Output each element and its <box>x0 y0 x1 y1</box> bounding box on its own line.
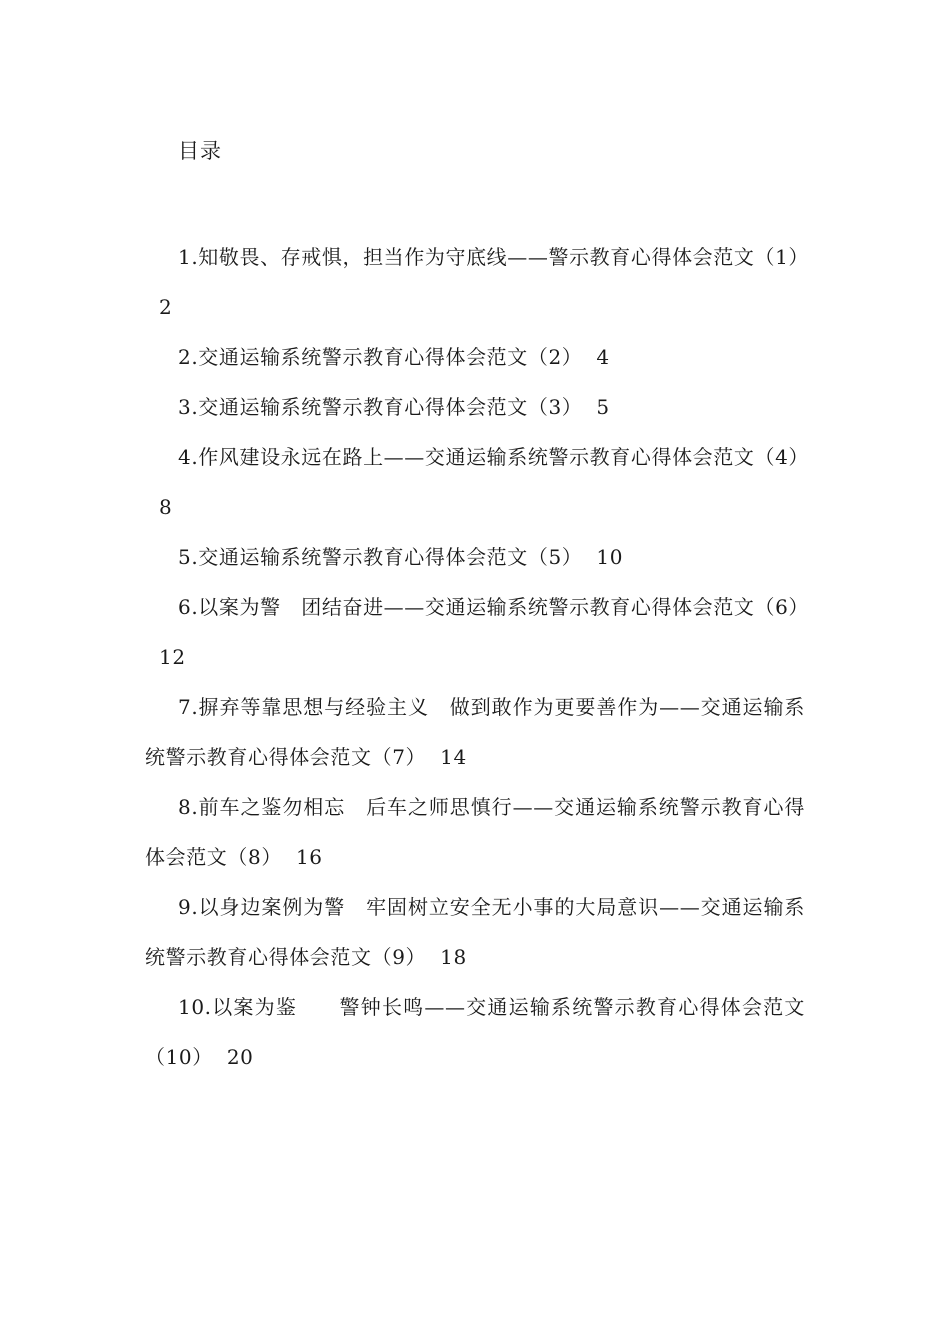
toc-entry-text: 8.前车之鉴勿相忘 后车之师思慎行——交通运输系统警示教育心得体会范文（8） <box>145 795 805 869</box>
toc-entry[interactable] <box>145 332 805 382</box>
toc-list <box>145 232 810 1082</box>
toc-entry[interactable] <box>145 432 810 532</box>
toc-page-number: 20 <box>226 1045 254 1069</box>
toc-page-number: 14 <box>440 745 467 769</box>
toc-entry[interactable] <box>145 582 810 682</box>
toc-entry[interactable] <box>145 232 810 332</box>
toc-entry[interactable] <box>145 882 805 982</box>
toc-page-number: 16 <box>295 845 323 869</box>
toc-page-number: 10 <box>596 545 624 569</box>
toc-entry[interactable] <box>145 682 805 782</box>
toc-entry-text: 10.以案为鉴 警钟长鸣——交通运输系统警示教育心得体会范文（10） <box>145 995 805 1069</box>
toc-page-number: 12 <box>159 645 186 669</box>
toc-entry[interactable] <box>145 782 805 882</box>
toc-page-number: 4 <box>596 345 610 369</box>
toc-entry-text: 7.摒弃等靠思想与经验主义 做到敢作为更要善作为——交通运输系统警示教育心得体会范文（7） <box>145 695 805 769</box>
toc-page-number: 18 <box>440 945 467 969</box>
toc-entry[interactable] <box>145 532 805 582</box>
toc-title: 目录 <box>178 139 222 163</box>
toc-page-number: 2 <box>159 295 173 319</box>
toc-entry-text: 9.以身边案例为警 牢固树立安全无小事的大局意识——交通运输系统警示教育心得体会范文（9） <box>145 895 805 969</box>
toc-entry-text: 4.作风建设永远在路上——交通运输系统警示教育心得体会范文（4） <box>178 445 810 469</box>
toc-entry-text: 2.交通运输系统警示教育心得体会范文（2） <box>178 345 583 369</box>
toc-entry-text: 6.以案为警 团结奋进——交通运输系统警示教育心得体会范文（6） <box>178 595 810 619</box>
toc-entry[interactable] <box>145 382 805 432</box>
toc-page-number: 5 <box>596 395 610 419</box>
toc-entry-text: 1.知敬畏、存戒惧，担当作为守底线——警示教育心得体会范文（1） <box>178 245 810 269</box>
toc-entry-text: 5.交通运输系统警示教育心得体会范文（5） <box>178 545 583 569</box>
toc-entry-text: 3.交通运输系统警示教育心得体会范文（3） <box>178 395 583 419</box>
toc-page-number: 8 <box>159 495 173 519</box>
toc-entry[interactable] <box>145 982 805 1082</box>
